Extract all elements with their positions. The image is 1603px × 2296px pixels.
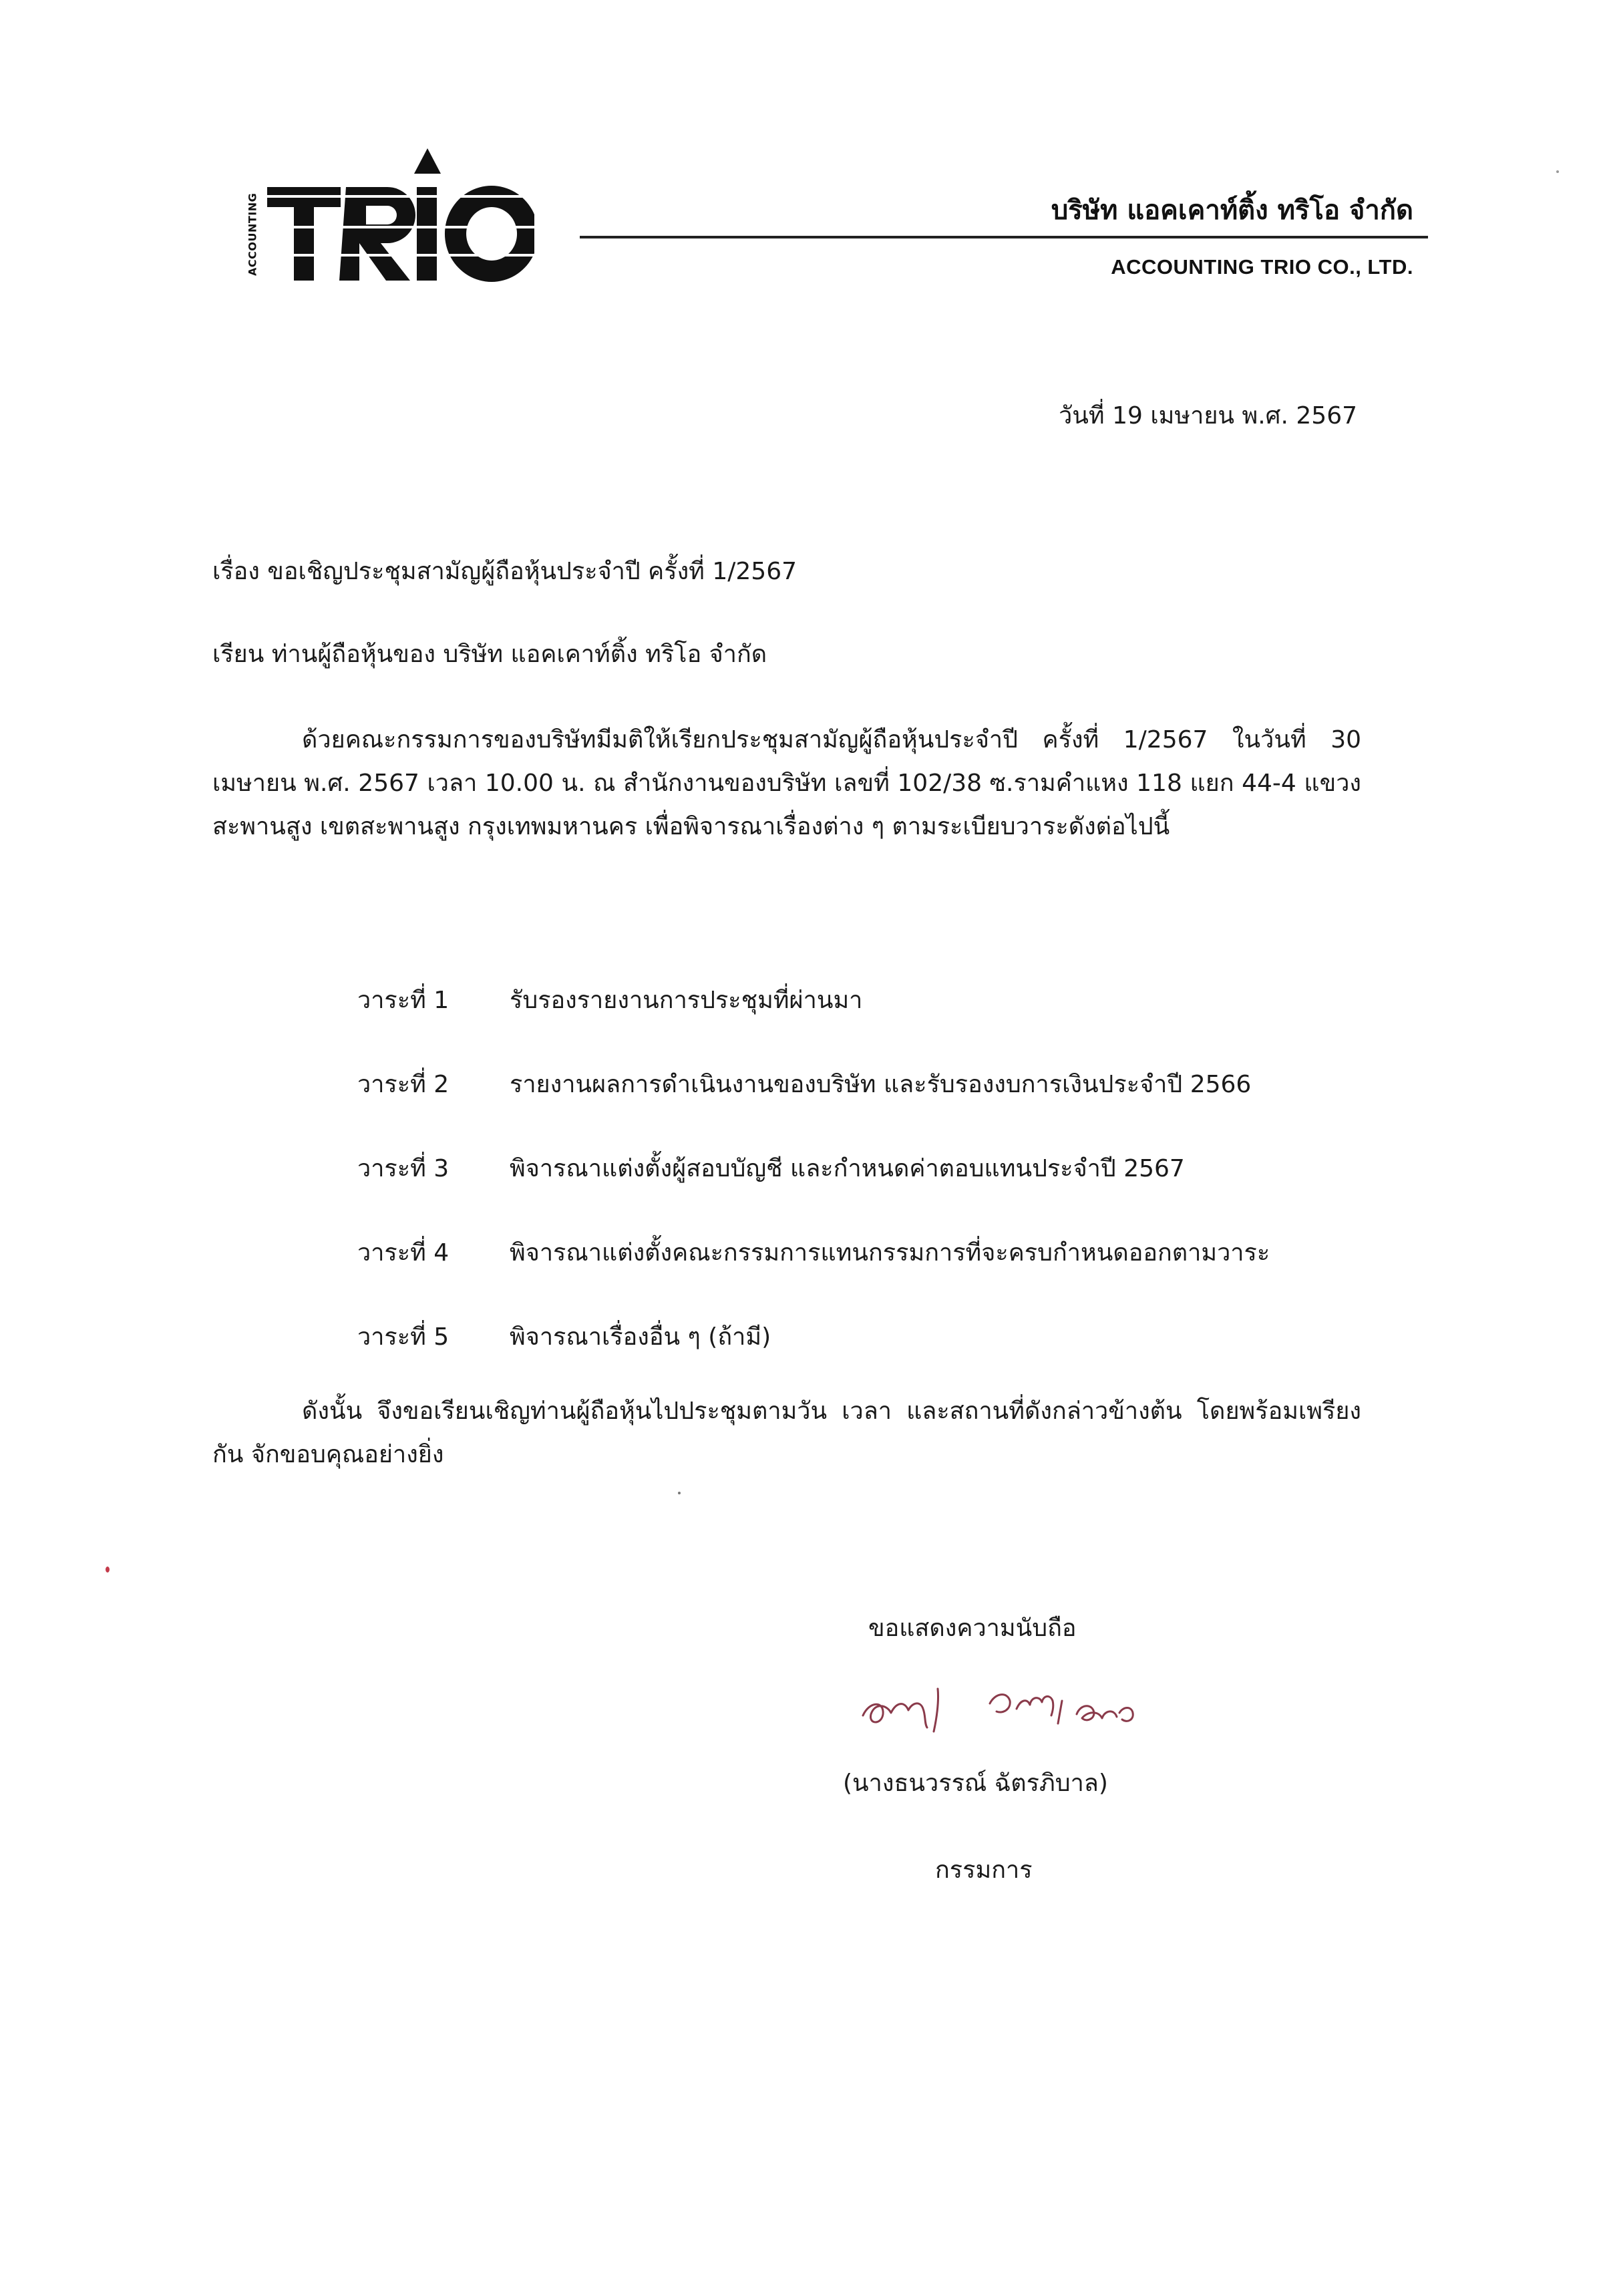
letter-date: วันที่ 19 เมษายน พ.ศ. 2567 [1059, 402, 1357, 430]
letter-recipient: เรียน ท่านผู้ถือหุ้นของ บริษัท แอคเคาท์ติ้ง ทริโอ จำกัด [212, 641, 767, 668]
agenda-text: พิจารณาแต่งตั้งผู้สอบบัญชี และกำหนดค่าตอบแทนประจำปี 2567 [510, 1155, 1185, 1182]
signer-name: (นางธนวรรณ์ ฉัตรภิบาล) [843, 1770, 1108, 1797]
scan-speck [106, 1567, 110, 1573]
agenda-number: วาระที่ 1 [357, 987, 450, 1014]
closing-salutation: ขอแสดงความนับถือ [868, 1615, 1077, 1642]
agenda-number: วาระที่ 2 [357, 1071, 450, 1098]
signer-position: กรรมการ [935, 1856, 1033, 1884]
scan-speck [1556, 170, 1559, 173]
body-paragraph: ด้วยคณะกรรมการของบริษัทมีมติให้เรียกประชุมสามัญผู้ถือหุ้นประจำปี ครั้งที่ 1/2567 ในวันที่ 30 เมษายน พ.ศ. 2567 เวลา 10.00 น. ณ สำนักงานของบริษัท เลขที่ 102/38 ซ.รามคำแหง 118 แยก 44-4 แขวงสะพานสูง เขตสะพานสูง กรุงเทพมหานคร เพื่อพิจารณาเรื่องต่าง ๆ ตามระเบียบวาระดังต่อไปนี้ [212, 726, 1361, 840]
agenda-text: พิจารณาแต่งตั้งคณะกรรมการแทนกรรมการที่จะครบกำหนดออกตามวาระ [510, 1239, 1270, 1267]
logo-side-text: ACCOUNTING [246, 192, 259, 277]
agenda-number: วาระที่ 5 [357, 1323, 450, 1351]
agenda-list [357, 981, 1426, 1402]
agenda-item [357, 981, 1426, 1065]
scan-speck [678, 1492, 681, 1494]
company-name-thai: บริษัท แอคเคาท์ติ้ง ทริโอ จำกัด [1051, 195, 1413, 226]
agenda-item [357, 1149, 1426, 1233]
closing-paragraph: ดังนั้น จึงขอเรียนเชิญท่านผู้ถือหุ้นไปประชุมตามวัน เวลา และสถานที่ดังกล่าวข้างต้น โดยพร้อมเพรียงกัน จักขอบคุณอย่างยิ่ง [212, 1398, 1361, 1468]
agenda-number: วาระที่ 4 [357, 1239, 450, 1267]
company-logo [240, 148, 534, 285]
agenda-text: รายงานผลการดำเนินงานของบริษัท และรับรองงบการเงินประจำปี 2566 [510, 1071, 1252, 1098]
agenda-text: รับรองรายงานการประชุมที่ผ่านมา [510, 987, 863, 1014]
letter-subject: เรื่อง ขอเชิญประชุมสามัญผู้ถือหุ้นประจำปี ครั้งที่ 1/2567 [212, 558, 797, 585]
agenda-text: พิจารณาเรื่องอื่น ๆ (ถ้ามี) [510, 1323, 771, 1351]
trio-logo-mark [267, 148, 534, 285]
agenda-number: วาระที่ 3 [357, 1155, 450, 1182]
company-name-english: ACCOUNTING TRIO CO., LTD. [1111, 255, 1413, 279]
letterhead-divider [580, 236, 1428, 238]
agenda-item [357, 1233, 1426, 1317]
handwritten-signature [850, 1669, 1170, 1742]
agenda-item [357, 1065, 1426, 1149]
